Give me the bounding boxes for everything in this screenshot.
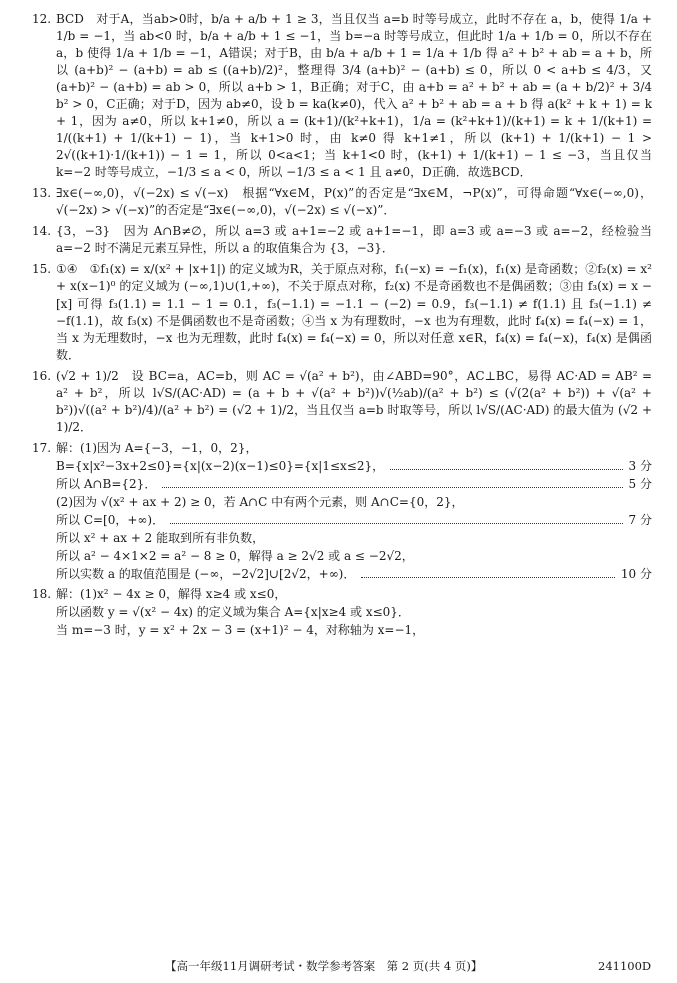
solution-step-text: 所以 C=[0，+∞)． xyxy=(56,512,165,527)
answer-number: 14. xyxy=(32,224,52,239)
step-score: 7 分 xyxy=(628,512,652,527)
solution-step: 解：(1)因为 A={−3，−1，0，2}， xyxy=(56,440,258,455)
footer-title: 【高一年级11月调研考试・数学参考答案 第 2 页(共 4 页)】 xyxy=(165,959,483,973)
answer-body xyxy=(56,261,652,365)
answer-item xyxy=(32,185,652,221)
answer-paragraph: (√2 + 1)/2 设 BC=a，AC=b，则 AC = √(a² + b²)，由∠ABD=90°，AC⊥BC，易得 AC·AD = AB² = a² + b²，所以 l√S/(AC·AD) = (a + b + √(a² + b²))√(½ab)/(a² + b²) ≤ (√(2(a² + b²)) + √(a² + b²))√((a² + b²)/4)/(a² + b²) = (√2 + 1)/2，当且仅当 a=b 时取等号，所以 l√S/(AC·AD) 的最大值为 (√2 + 1)/2． xyxy=(56,368,652,434)
dot-leader xyxy=(361,577,615,578)
answer-paragraph: ∃x∈(−∞,0)，√(−2x) ≤ √(−x) 根据“∀x∈M，P(x)”的否定是“∃x∈M，¬P(x)”，可得命题“∀x∈(−∞,0)，√(−2x) > √(−x)”的否定是“∃x∈(−∞,0)，√(−2x) ≤ √(−x)”． xyxy=(56,186,652,218)
answer-number: 17. xyxy=(32,440,52,455)
solution-step-scored xyxy=(56,458,652,475)
step-score: 3 分 xyxy=(628,458,652,473)
answer-number: 15. xyxy=(32,262,52,277)
answer-body xyxy=(56,185,652,221)
solution-step: 当 m=−3 时，y = x² + 2x − 3 = (x+1)² − 4，对称轴为 x=−1， xyxy=(56,623,425,638)
solution-step-scored xyxy=(56,512,652,529)
answer-paragraph: BCD 对于A，当ab>0时，b/a + a/b + 1 ≥ 3，当且仅当 a=b 时等号成立，此时不存在 a，b，使得 1/a + 1/b = −1，当 ab<0 时，b/a + a/b + 1 ≤ −1，当 b=−a 时等号成立，但此时 1/a + 1/b = 0，所以不存在 a，b 使得 1/a + 1/b = −1，A错误；对于B，由 b/a + a/b + 1 = 1/a + 1/b 得 a² + b² + ab = a + b，所以 (a+b)² − (a+b) = ab ≤ ((a+b)/2)²，整理得 3/4 (a+b)² − (a+b) ≤ 0，所以 0 < a+b ≤ 4/3，又 (a+b)² − (a+b) = ab > 0，所以 a+b > 1，B正确；对于C，由 a+b = a² + b² + ab = (a + b/2)² + 3/4 b² > 0，C正确；对于D，因为 ab≠0，设 b = ka(k≠0)，代入 a² + b² + ab = a + b 得 a(k² + k + 1) = k + 1，因为 a≠0，所以 k+1≠0，所以 a = (k+1)/(k²+k+1)，1/a = (k²+k+1)/(k+1) = k + 1/(k+1) = 1/((k+1) + 1/(k+1) − 1)，当 k+1>0 时，由 k≠0 得 k+1≠1，所以 (k+1) + 1/(k+1) − 1 > 2√((k+1)·1/(k+1)) − 1 = 1，所以 0<a<1；当 k+1<0 时，(k+1) + 1/(k+1) − 1 ≤ −3，当且仅当 k=−2 时等号成立，−1/3 ≤ a < 0，所以 −1/3 ≤ a < 1 且 a≠0，D正确．故选BCD． xyxy=(56,12,652,180)
solution-step: 解：(1)x² − 4x ≥ 0，解得 x≥4 或 x≤0， xyxy=(56,587,287,601)
dot-leader xyxy=(390,469,622,470)
answer-item xyxy=(32,223,652,259)
answer-item xyxy=(32,261,652,365)
answer-item xyxy=(32,368,652,438)
page-footer xyxy=(0,958,677,976)
answer-content xyxy=(32,11,652,642)
answer-body xyxy=(56,11,652,183)
answer-number: 13. xyxy=(32,186,52,201)
answer-item xyxy=(32,586,652,640)
solution-step-text: 所以 A∩B={2}． xyxy=(56,476,157,491)
answer-number: 18. xyxy=(32,587,52,601)
solution-step-scored xyxy=(56,476,652,493)
solution-step: 所以 x² + ax + 2 能取到所有非负数， xyxy=(56,530,265,545)
answer-body xyxy=(56,440,652,584)
solution-step-text: 所以实数 a 的取值范围是 (−∞，−2√2]∪[2√2，+∞)． xyxy=(56,566,356,581)
solution-step: (2)因为 √(x² + ax + 2) ≥ 0，若 A∩C 中有两个元素，则 A∩C={0，2}， xyxy=(56,494,464,509)
step-score: 5 分 xyxy=(628,476,652,491)
solution-step-text: B={x|x²−3x+2≤0}={x|(x−2)(x−1)≤0}={x|1≤x≤2}， xyxy=(56,458,385,473)
answer-item xyxy=(32,11,652,183)
answer-body xyxy=(56,586,652,640)
answer-item xyxy=(32,440,652,584)
solution-step: 所以 a² − 4×1×2 = a² − 8 ≥ 0，解得 a ≥ 2√2 或 a ≤ −2√2， xyxy=(56,548,414,563)
footer-code: 241100D xyxy=(598,959,652,973)
answer-body xyxy=(56,223,652,259)
answer-number: 16. xyxy=(32,368,52,383)
dot-leader xyxy=(162,487,622,488)
solution-step-scored xyxy=(56,566,652,583)
step-score: 10 分 xyxy=(620,566,652,581)
answer-paragraph: {3，−3} 因为 A∩B≠∅，所以 a=3 或 a+1=−2 或 a+1=−1，即 a=3 或 a=−3 或 a=−2，经检验当 a=−2 时不满足元素互异性，所以 a 的取值集合为 {3，−3}． xyxy=(56,224,652,256)
dot-leader xyxy=(170,523,622,524)
answer-number: 12. xyxy=(32,12,52,26)
answer-paragraph: ①④ ①f₁(x) = x/(x² + |x+1|) 的定义域为R，关于原点对称，f₁(−x) = −f₁(x)，f₁(x) 是奇函数；②f₂(x) = x² + x(x−1)⁰ 的定义域为 (−∞,1)∪(1,+∞)，不关于原点对称，f₂(x) 不是奇函数也不是偶函数；③由 f₃(x) = x − [x] 可得 f₃(1.1) = 1.1 − 1 = 0.1，f₃(−1.1) = −1.1 − (−2) = 0.9，f₃(−1.1) ≠ f(1.1) 且 f₃(−1.1) ≠ −f(1.1)，故 f₃(x) 不是偶函数也不是奇函数；④当 x 为有理数时，−x 也为有理数，此时 f₄(x) = f₄(−x) = 1，当 x 为无理数时，−x 也为无理数，此时 f₄(x) = f₄(−x) = 0，所以对任意 x∈R，f₄(x) = f₄(−x)，f₄(x) 是偶函数． xyxy=(56,262,652,362)
solution-step: 所以函数 y = √(x² − 4x) 的定义域为集合 A={x|x≥4 或 x≤0}． xyxy=(56,605,410,620)
answer-body xyxy=(56,368,652,438)
